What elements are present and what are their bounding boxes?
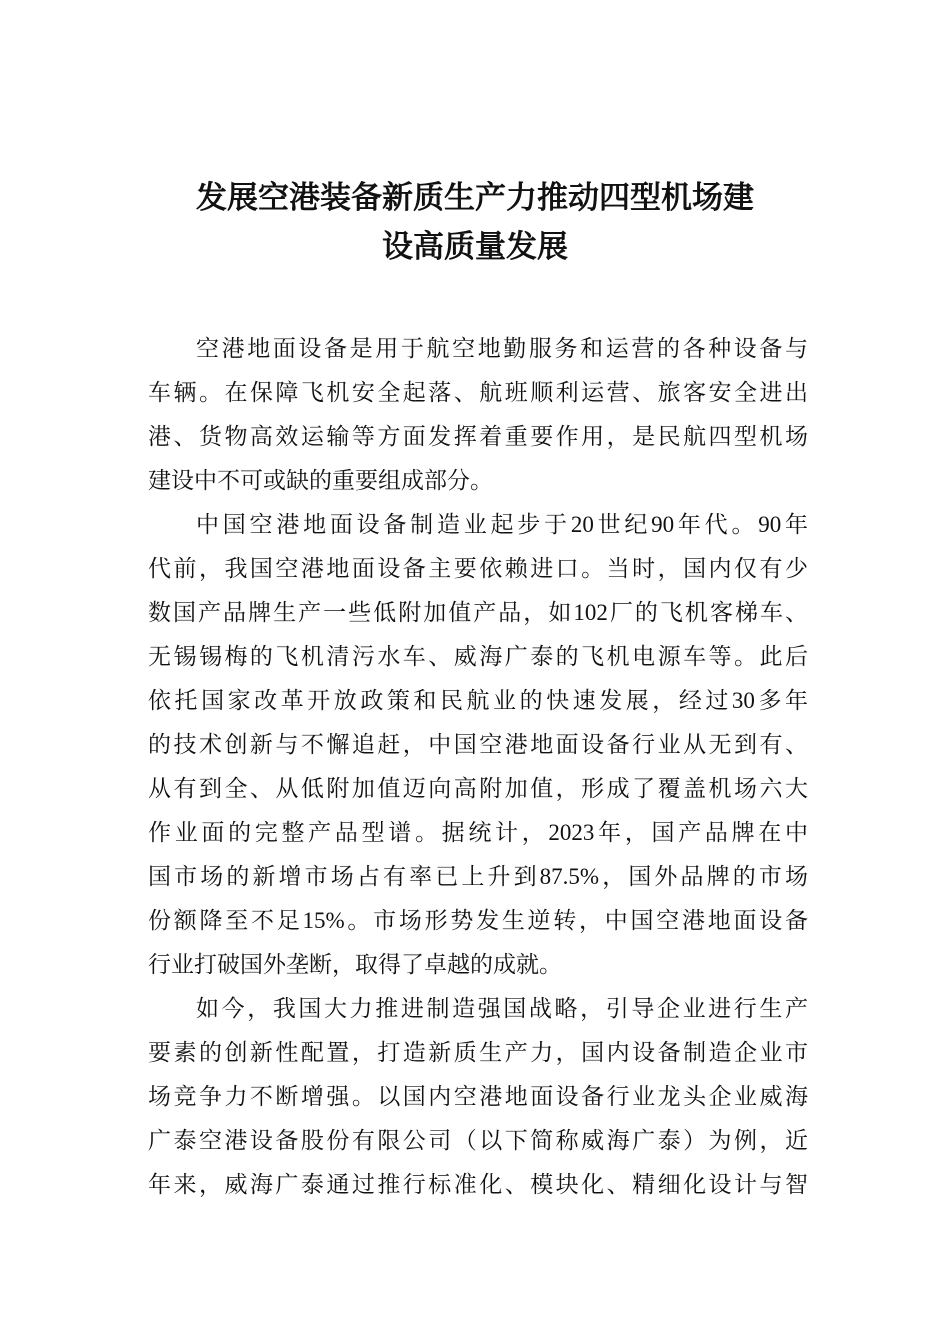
paragraph-line: 要素的创新性配置，打造新质生产力，国内设备制造企业市	[148, 1040, 808, 1065]
paragraph-line: 的技术创新与不懈追赶，中国空港地面设备行业从无到有、	[148, 732, 808, 757]
document-body	[148, 327, 808, 1207]
document-title	[0, 174, 950, 272]
title-line: 发展空港装备新质生产力推动四型机场建	[196, 180, 754, 216]
paragraph	[148, 987, 808, 1207]
paragraph-line: 空港地面设备是用于航空地勤服务和运营的各种设备与	[196, 336, 808, 361]
paragraph-line: 国市场的新增市场占有率已上升到87.5%，国外品牌的市场	[148, 864, 808, 889]
paragraph-line: 中国空港地面设备制造业起步于20世纪90年代。90年	[196, 512, 808, 537]
paragraph-line: 年来，威海广泰通过推行标准化、模块化、精细化设计与智	[148, 1172, 808, 1197]
paragraph-line: 代前，我国空港地面设备主要依赖进口。当时，国内仅有少	[148, 556, 808, 581]
paragraph-line: 行业打破国外垄断，取得了卓越的成就。	[148, 952, 562, 977]
paragraph-line: 份额降至不足15%。市场形势发生逆转，中国空港地面设备	[148, 908, 808, 933]
paragraph-line: 从有到全、从低附加值迈向高附加值，形成了覆盖机场六大	[148, 776, 808, 801]
paragraph-line: 场竞争力不断增强。以国内空港地面设备行业龙头企业威海	[148, 1084, 808, 1109]
paragraph-line: 作业面的完整产品型谱。据统计，2023年，国产品牌在中	[148, 820, 808, 845]
paragraph-line: 建设中不可或缺的重要组成部分。	[148, 468, 493, 493]
paragraph-line: 如今，我国大力推进制造强国战略，引导企业进行生产	[196, 996, 808, 1021]
paragraph	[148, 327, 808, 503]
paragraph-line: 车辆。在保障飞机安全起落、航班顺利运营、旅客安全进出	[148, 380, 808, 405]
paragraph	[148, 503, 808, 987]
paragraph-line: 广泰空港设备股份有限公司（以下简称威海广泰）为例，近	[148, 1128, 808, 1153]
paragraph-line: 无锡锡梅的飞机清污水车、威海广泰的飞机电源车等。此后	[148, 644, 808, 669]
paragraph-line: 数国产品牌生产一些低附加值产品，如102厂的飞机客梯车、	[148, 600, 808, 625]
paragraph-line: 港、货物高效运输等方面发挥着重要作用，是民航四型机场	[148, 424, 808, 449]
title-line: 设高质量发展	[382, 229, 568, 265]
paragraph-line: 依托国家改革开放政策和民航业的快速发展，经过30多年	[148, 688, 808, 713]
